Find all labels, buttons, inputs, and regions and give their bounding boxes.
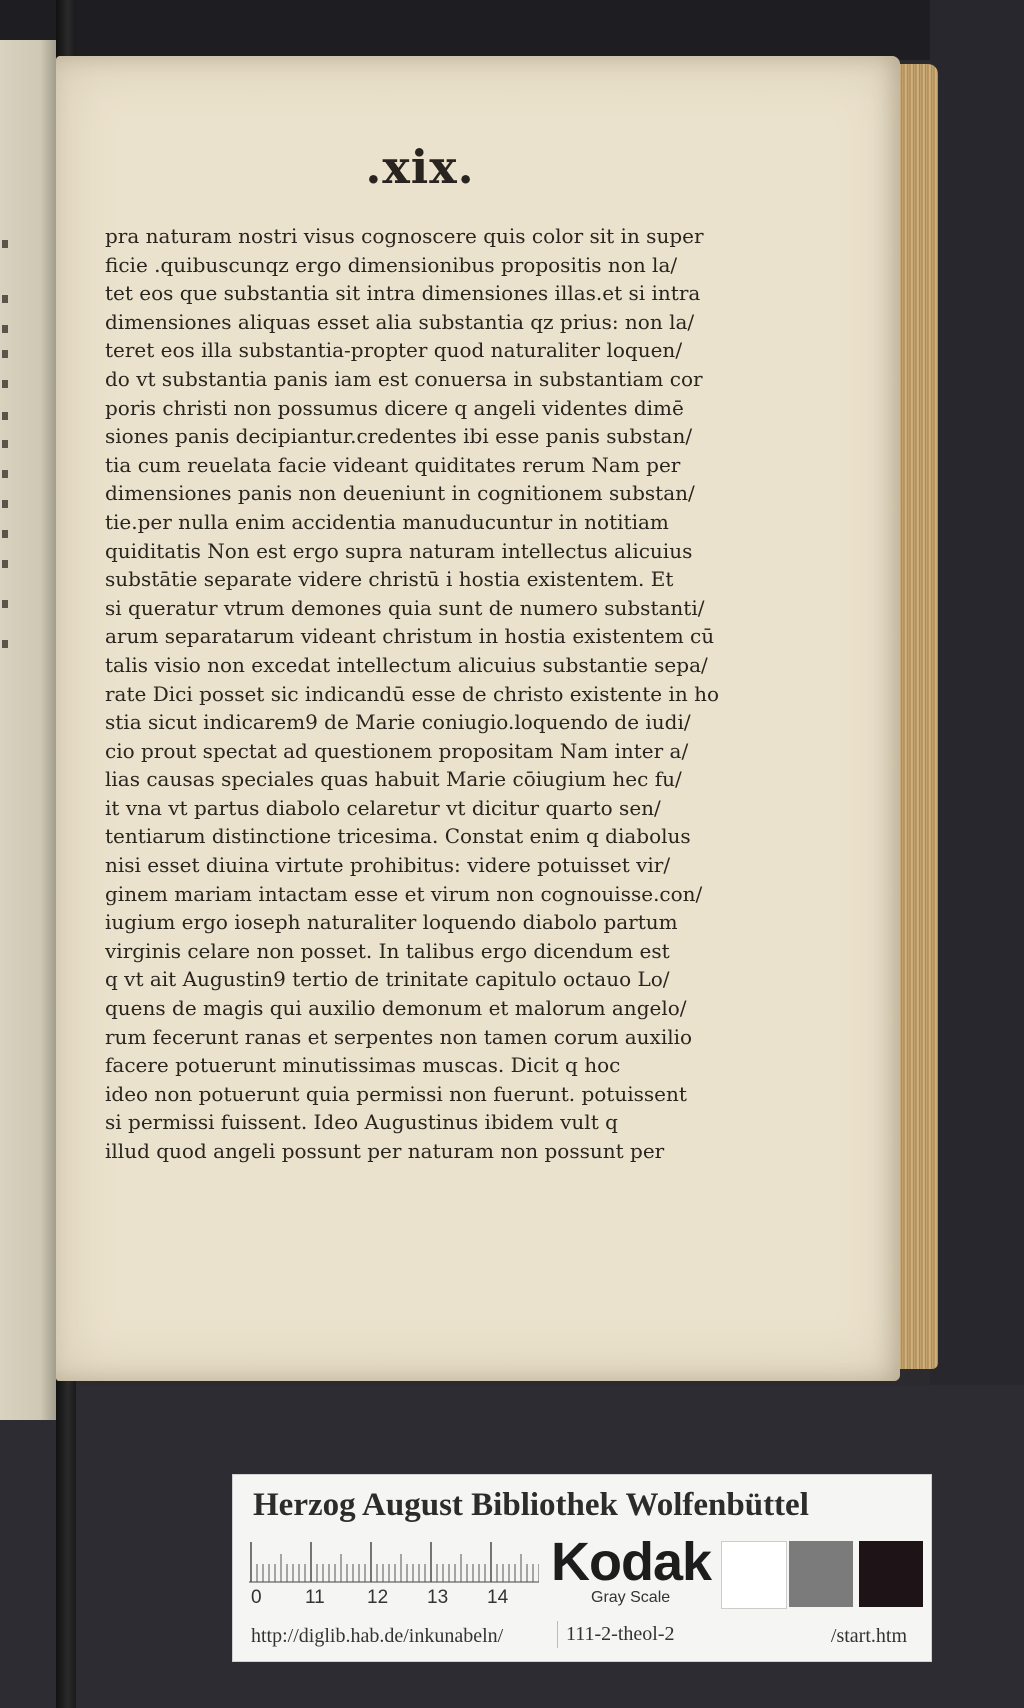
gray-swatch <box>721 1541 787 1609</box>
text-line: iugium ergo ioseph naturaliter loquendo diabolo partum <box>105 910 678 935</box>
ruler-number: 0 <box>251 1587 262 1608</box>
text-line: q vt ait Augustin9 tertio de trinitate capitulo octauo Lo/ <box>105 967 670 992</box>
text-line: stia sicut indicarem9 de Marie coniugio.loquendo de iudi/ <box>105 710 691 735</box>
text-line: dimensiones panis non deueniunt in cognitionem substan/ <box>105 481 695 506</box>
text-line: tie.per nulla enim accidentia manuducuntur in notitiam <box>105 509 669 534</box>
page-text-block <box>105 222 725 1166</box>
kodak-logo: Kodak <box>551 1532 712 1592</box>
bleed-mark <box>2 560 8 568</box>
folio-number: .xix. <box>365 140 475 194</box>
text-line: si queratur vtrum demones quia sunt de numero substanti/ <box>105 595 705 620</box>
text-line: it vna vt partus diabolo celaretur vt dicitur quarto sen/ <box>105 795 661 820</box>
text-line: tia cum reuelata facie videant quiditates rerum Nam per <box>105 452 681 477</box>
text-line: illud quod angeli possunt per naturam non possunt per <box>105 1139 665 1163</box>
text-line: rate Dici posset sic indicandū esse de christo existente in ho <box>105 681 720 706</box>
ruler-number: 11 <box>305 1587 325 1608</box>
text-line: ginem mariam intactam esse et virum non cognouisse.con/ <box>105 881 703 906</box>
text-line: do vt substantia panis iam est conuersa in substantiam cor <box>105 366 703 391</box>
measurement-ruler <box>249 1539 539 1583</box>
text-line: facere potuerunt minutissimas muscas. Dicit q hoc <box>105 1053 621 1078</box>
text-line: pra naturam nostri visus cognoscere quis color sit in super <box>105 224 704 248</box>
gray-swatch <box>859 1541 923 1607</box>
ruler-numbers <box>249 1587 539 1611</box>
text-line: tentiarum distinctione tricesima. Constat enim q diabolus <box>105 824 691 849</box>
bleed-mark <box>2 240 8 248</box>
text-line: ideo non potuerunt quia permissi non fuerunt. potuissent <box>105 1081 687 1106</box>
bleed-mark <box>2 530 8 538</box>
bleed-mark <box>2 440 8 448</box>
ruler-number: 13 <box>427 1587 449 1608</box>
text-line: dimensiones aliquas esset alia substantia qz prius: non la/ <box>105 309 695 334</box>
bleed-mark <box>2 380 8 388</box>
bleed-mark <box>2 470 8 478</box>
scanner-background-top <box>0 0 1024 60</box>
bleed-mark <box>2 325 8 333</box>
text-line: lias causas speciales quas habuit Marie cōiugium hec fu/ <box>105 767 682 792</box>
bleed-mark <box>2 412 8 420</box>
digital-library-url[interactable]: http://diglib.hab.de/inkunabeln/ <box>251 1625 504 1647</box>
start-link[interactable]: /start.htm <box>830 1625 907 1647</box>
text-line: virginis celare non posset. In talibus ergo dicendum est <box>105 938 670 963</box>
text-line: tet eos que substantia sit intra dimensiones illas.et si intra <box>105 281 701 306</box>
text-line: rum fecerunt ranas et serpentes non tamen corum auxilio <box>105 1024 693 1049</box>
text-line: nisi esset diuina virtute prohibitus: videre potuisset vir/ <box>105 853 671 878</box>
text-line: quens de magis qui auxilio demonum et malorum angelo/ <box>105 996 687 1021</box>
gray-swatch <box>789 1541 853 1607</box>
bleed-mark <box>2 350 8 358</box>
shelfmark: 111-2-theol-2 <box>557 1621 683 1648</box>
text-line: cio prout spectat ad questionem propositam Nam inter a/ <box>105 738 689 763</box>
library-label-card <box>232 1474 932 1662</box>
ruler-number: 12 <box>367 1587 389 1608</box>
library-name: Herzog August Bibliothek Wolfenbüttel <box>253 1487 809 1523</box>
bleed-mark <box>2 500 8 508</box>
text-line: quiditatis Non est ergo supra naturam intellectus alicuius <box>105 538 693 563</box>
text-line: siones panis decipiantur.credentes ibi esse panis substan/ <box>105 424 693 449</box>
text-line: si permissi fuissent. Ideo Augustinus ibidem vult q <box>105 1110 618 1135</box>
adjacent-page <box>0 40 58 1420</box>
text-line: talis visio non excedat intellectum alicuius substantie sepa/ <box>105 652 708 677</box>
bleed-mark <box>2 640 8 648</box>
bleed-mark <box>2 600 8 608</box>
gray-scale-label: Gray Scale <box>591 1589 671 1606</box>
text-line: poris christi non possumus dicere q angeli videntes dimē <box>105 395 684 420</box>
text-line: teret eos illa substantia-propter quod naturaliter loquen/ <box>105 338 683 363</box>
page-fore-edge <box>896 64 938 1369</box>
ruler-number: 14 <box>487 1587 509 1608</box>
text-line: arum separatarum videant christum in hostia existentem cū <box>105 624 715 649</box>
bleed-mark <box>2 295 8 303</box>
text-line: substātie separate videre christū i hostia existentem. Et <box>105 567 674 592</box>
text-line: ficie .quibuscunqz ergo dimensionibus propositis non la/ <box>105 252 678 277</box>
